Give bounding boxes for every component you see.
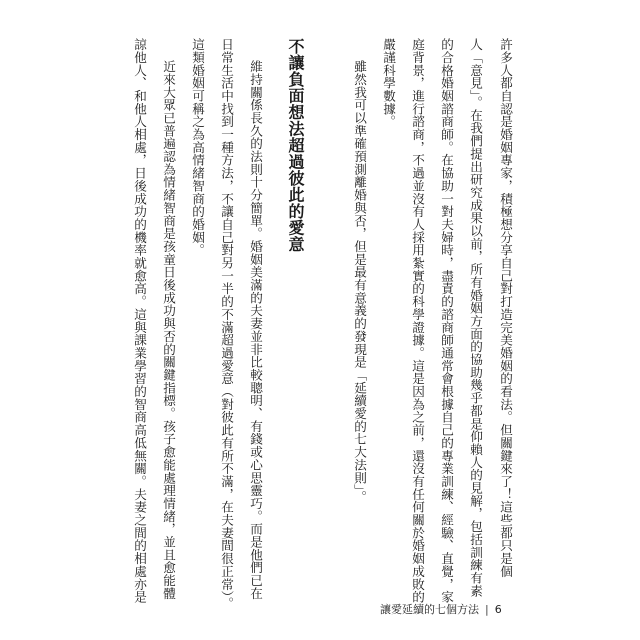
text-column-8: 日常生活中找到一種方法，不讓自己對另一半的不滿超過愛意（對彼此有所不滿，在夫妻間很正常）。 bbox=[219, 38, 234, 610]
footer-page-number: 6 bbox=[494, 603, 502, 616]
text-column-7: 維持關係長久的法則十分簡單。婚姻美滿的夫妻並非比較聰明、有錢或心思靈巧。而是他們已在 bbox=[248, 60, 263, 600]
footer-separator: | bbox=[485, 603, 489, 616]
text-column-6: 雖然我可以準確預測離婚與否，但是最有意義的發現是「延續愛的七大法則」。 bbox=[352, 60, 367, 504]
text-column-10: 近來大眾已普遍認為情緒智商是孩童日後成功與否的關鍵指標。孩子愈能處理情緒，並且愈能體 bbox=[161, 60, 176, 600]
text-column-2: 人「意見」。在我們提出研究成果以前，所有婚姻方面的協助幾乎都是仰賴人的見解，包括訓練有素 bbox=[468, 38, 483, 598]
text-column-3: 的合格婚姻諮商師。在協助一對夫婦時，盡責的諮商師通常會根據自己的專業訓練、經驗、直覺，家 bbox=[439, 38, 454, 604]
text-column-4: 庭背景，進行諮商，不過並沒有人採用紮實的科學證據。這是因為之前，還沒有任何關於婚姻成敗的 bbox=[410, 38, 425, 604]
text-column-9: 這類婚姻可稱之為高情緒智商的婚姻。 bbox=[190, 38, 205, 257]
footer-book-title: 讓愛延續的七個方法 bbox=[380, 603, 479, 616]
text-column-1: 許多人都自認是婚姻專家，積極想分享自己對打造完美婚姻的看法。但關鍵來了！這些都只是個 bbox=[498, 38, 513, 578]
text-column-11: 諒他人、和他人相處，日後成功的機率就愈高。這與課業學習的智商高低無關。夫妻之間的相處亦是 bbox=[132, 38, 147, 604]
page-footer bbox=[380, 601, 502, 617]
section-heading: 不讓負面想法超過彼此的愛意 bbox=[286, 38, 305, 253]
text-column-5: 嚴謹科學數據。 bbox=[381, 38, 396, 128]
